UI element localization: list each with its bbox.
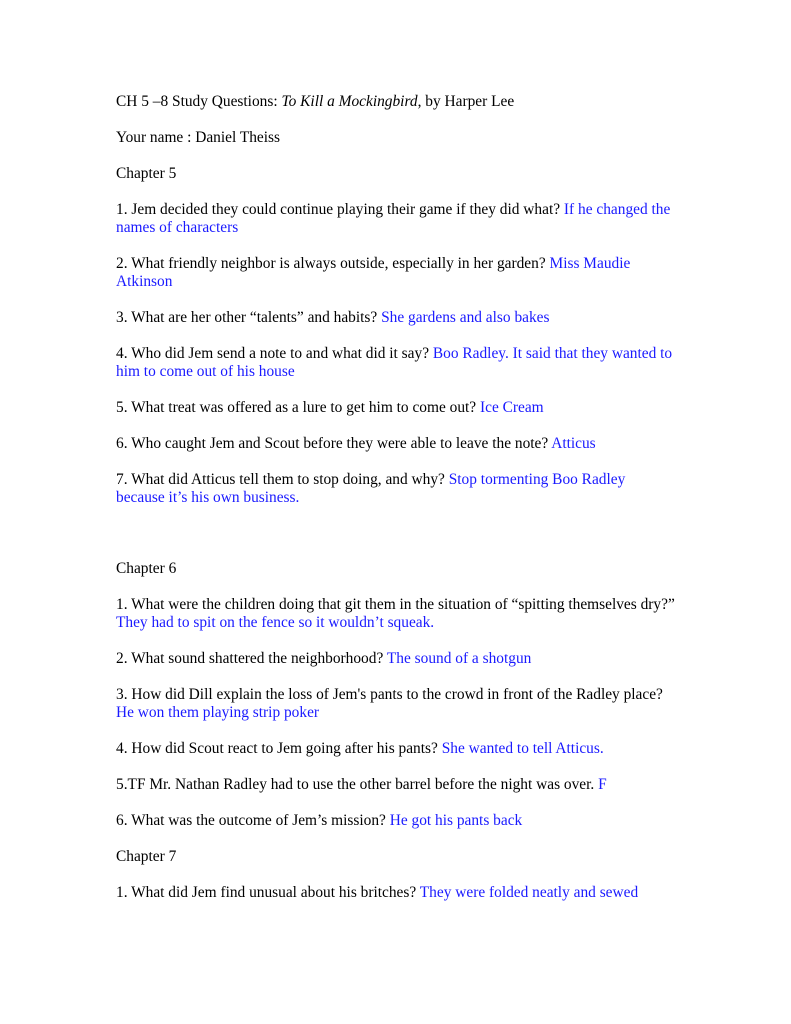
question-item bbox=[116, 201, 676, 237]
question-text: 4. Who did Jem send a note to and what did it say? bbox=[116, 345, 433, 362]
question-item bbox=[116, 650, 676, 668]
document-title bbox=[116, 93, 676, 111]
book-title: To Kill a Mockingbird bbox=[281, 93, 418, 110]
question-item bbox=[116, 884, 676, 902]
question-text: 3. What are her other “talents” and habits? bbox=[116, 309, 382, 326]
student-name: Your name : Daniel Theiss bbox=[116, 129, 281, 146]
question-text: 7. What did Atticus tell them to stop doing, and why? bbox=[116, 471, 449, 488]
answer-text: He got his pants back bbox=[389, 812, 523, 829]
question-item bbox=[116, 399, 676, 417]
answer-text: Atticus bbox=[551, 435, 596, 452]
question-item bbox=[116, 686, 676, 722]
question-item bbox=[116, 596, 676, 632]
answer-text: Miss Maudie Atkinson bbox=[116, 255, 631, 290]
question-text: 3. How did Dill explain the loss of Jem's pants to the crowd in front of the Radley place? bbox=[116, 686, 663, 703]
answer-text: Ice Cream bbox=[479, 399, 544, 416]
answer-text: The sound of a shotgun bbox=[386, 650, 532, 667]
question-text: 1. What did Jem find unusual about his britches? bbox=[116, 884, 420, 901]
question-item bbox=[116, 309, 676, 327]
answer-text: They were folded neatly and sewed bbox=[419, 884, 639, 901]
question-text: 1. Jem decided they could continue playing their game if they did what? bbox=[116, 201, 564, 218]
question-text: 4. How did Scout react to Jem going after his pants? bbox=[116, 740, 442, 757]
question-text: 6. What was the outcome of Jem’s mission? bbox=[116, 812, 390, 829]
question-text: 6. Who caught Jem and Scout before they were able to leave the note? bbox=[116, 435, 552, 452]
question-text: 2. What friendly neighbor is always outside, especially in her garden? bbox=[116, 255, 550, 272]
answer-text: She wanted to tell Atticus. bbox=[441, 740, 604, 757]
chapter-heading: Chapter 5 bbox=[116, 165, 177, 182]
question-item bbox=[116, 435, 676, 453]
answer-text: They had to spit on the fence so it wouldn’t squeak. bbox=[116, 614, 435, 631]
answer-text: He won them playing strip poker bbox=[116, 704, 320, 721]
title-suffix: , by Harper Lee bbox=[417, 93, 515, 110]
question-text: 5.TF Mr. Nathan Radley had to use the other barrel before the night was over. bbox=[116, 776, 599, 793]
question-text: 2. What sound shattered the neighborhood? bbox=[116, 650, 387, 667]
title-prefix: CH 5 –8 Study Questions: bbox=[116, 93, 282, 110]
question-item bbox=[116, 471, 676, 507]
question-item bbox=[116, 776, 676, 794]
question-item bbox=[116, 812, 676, 830]
chapter-heading: Chapter 7 bbox=[116, 848, 177, 865]
question-item bbox=[116, 345, 676, 381]
question-text: 1. What were the children doing that git them in the situation of “spitting themselves dry?” bbox=[116, 596, 675, 613]
chapter-heading: Chapter 6 bbox=[116, 560, 177, 577]
answer-text: Boo Radley. It said that they wanted to him to come out of his house bbox=[116, 345, 673, 380]
answer-text: F bbox=[598, 776, 607, 793]
question-text: 5. What treat was offered as a lure to get him to come out? bbox=[116, 399, 480, 416]
answer-text: If he changed the names of characters bbox=[116, 201, 671, 236]
answer-text: She gardens and also bakes bbox=[381, 309, 550, 326]
question-item bbox=[116, 740, 676, 758]
question-item bbox=[116, 255, 676, 291]
answer-text: Stop tormenting Boo Radley because it’s his own business. bbox=[116, 471, 626, 506]
